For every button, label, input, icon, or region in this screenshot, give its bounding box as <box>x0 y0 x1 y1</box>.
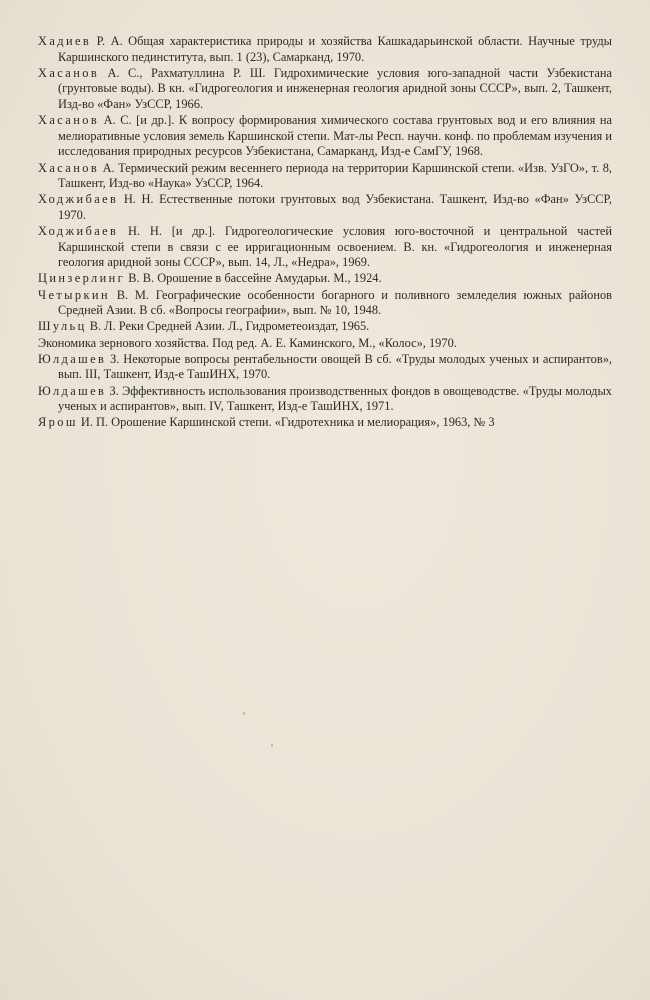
entry-text: Р. А. Общая характеристика природы и хозяйства Кашкадарьинской области. Научные труды Каршинского пединститута, вып. 1 (23), Самарканд, 1970. <box>58 34 612 64</box>
entry-text: А. Термический режим весеннего периода на территории Каршинской степи. «Изв. УзГО», т. 8, Ташкент, Изд-во «Наука» УзССР, 1964. <box>58 160 612 191</box>
entry-author: Цинзерлинг <box>38 271 126 286</box>
entry-author: Четыркин <box>38 287 110 302</box>
entry-text: Экономика зернового хозяйства. Под ред. А. Е. Каминского, М., «Колос», 1970. <box>38 335 457 350</box>
paper-speck <box>271 744 273 747</box>
entry-author: Шульц <box>38 319 87 334</box>
bibliography-entry <box>38 384 612 415</box>
entry-text: Н. Н. [и др.]. Гидрогеологические условия юго-восточной и центральной частей Каршинской степи в связи с ее ирригационным освоением. В. кн. «Гидрогеология и инженерная геология аридной зоны СССР», вып. 14, Л., «Недра», 1969. <box>58 224 612 270</box>
bibliography-entry <box>38 352 612 383</box>
bibliography-entry <box>38 224 612 271</box>
entry-text: Н. Н. Естественные потоки грунтовых вод Узбекистана. Ташкент, Изд-во «Фан» УзССР, 1970. <box>58 192 612 222</box>
entry-text: В. Л. Реки Средней Азии. Л., Гидрометеоиздат, 1965. <box>86 319 370 334</box>
entry-text: А. С. [и др.]. К вопросу формирования химического состава грунтовых вод и его влияния на мелиоративные условия земель Каршинской степи. Мат-лы Респ. научн. конф. по проблемам изучения и исследования природных ресурсов Узбекистана, Самарканд, Изд-е СамГУ, 1968. <box>58 113 612 159</box>
entry-text: В. В. Орошение в бассейне Амударьи. М., 1924. <box>125 271 382 286</box>
bibliography-list <box>38 34 612 432</box>
bibliography-entry <box>38 415 612 431</box>
entry-text: З. Эффективность использования производственных фондов в овощеводстве. «Труды молодых ученых и аспирантов», вып. IV, Ташкент, Изд-е ТашИНХ, 1971. <box>58 383 612 414</box>
entry-author: Хадиев <box>38 34 92 48</box>
entry-author: Хасанов <box>38 160 100 175</box>
bibliography-entry <box>38 113 612 160</box>
entry-author: Юлдашев <box>38 383 107 398</box>
entry-author: Ходжибаев <box>38 192 119 207</box>
bibliography-entry <box>38 192 612 223</box>
entry-author: Ходжибаев <box>38 224 119 239</box>
bibliography-entry <box>38 319 612 335</box>
paper-speck <box>243 712 245 715</box>
entry-text: А. С., Рахматуллина Р. Ш. Гидрохимические условия юго-западной части Узбекистана (грунтовые воды). В кн. «Гидрогеология и инженерная геология аридной зоны СССР», вып. 2, Ташкент, Изд-во «Фан» УзССР, 1966. <box>58 65 612 111</box>
entry-author: Ярош <box>38 415 78 430</box>
entry-text: И. П. Орошение Каршинской степи. «Гидротехника и мелиорация», 1963, № 3 <box>77 415 495 430</box>
bibliography-entry <box>38 66 612 113</box>
bibliography-entry <box>38 271 612 287</box>
bibliography-entry <box>38 336 612 352</box>
bibliography-entry <box>38 161 612 192</box>
entry-author: Хасанов <box>38 113 100 128</box>
bibliography-entry <box>38 34 612 65</box>
entry-text: З. Некоторые вопросы рентабельности овощей В сб. «Труды молодых ученых и аспирантов», вып. III, Ташкент, Изд-е ТашИНХ, 1970. <box>58 351 612 382</box>
entry-text: В. М. Географические особенности богарного и поливного земледелия южных районов Средней Азии. В сб. «Вопросы географии», вып. № 10, 1948. <box>58 287 612 318</box>
entry-author: Хасанов <box>38 65 100 80</box>
bibliography-entry <box>38 288 612 319</box>
entry-author: Юлдашев <box>38 351 107 366</box>
